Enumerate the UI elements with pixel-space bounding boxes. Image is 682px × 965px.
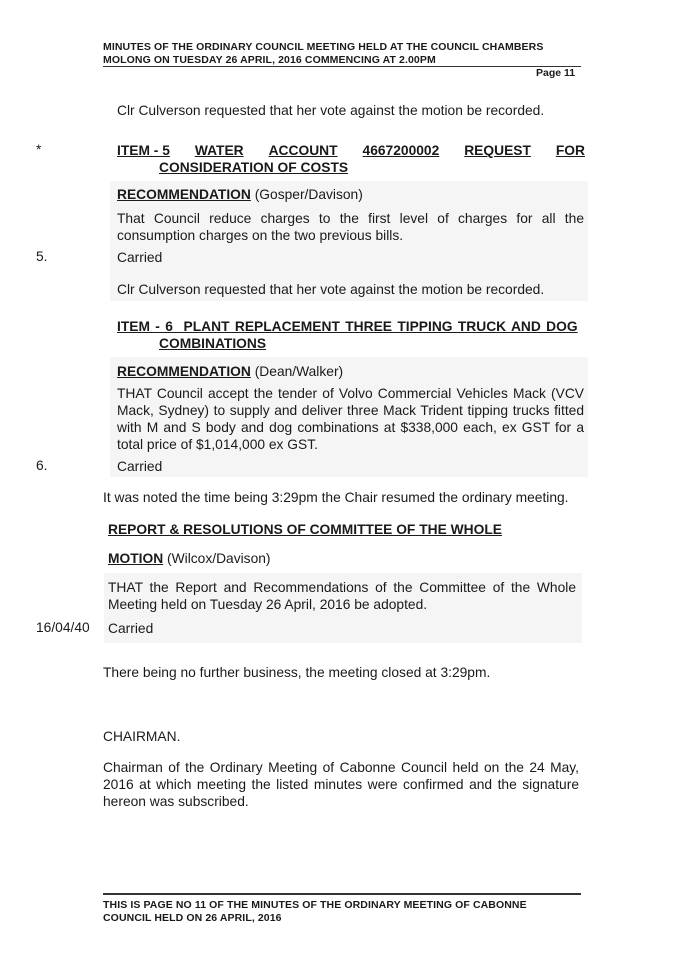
committee-motion-text: THAT the Report and Recommendations of the Committee of the Whole Meeting held on Tuesday 26 April, 2016 be adopted. (108, 580, 576, 612)
committee-heading: REPORT & RESOLUTIONS OF COMMITTEE OF THE WHOLE (108, 522, 502, 537)
footer-line-2: COUNCIL HELD ON 26 APRIL, 2016 (103, 912, 282, 924)
item5-rec-movers: (Gosper/Davison) (250, 187, 363, 202)
item5-title-word: REQUEST (464, 143, 531, 158)
item5-result: Carried (117, 250, 163, 265)
item6-result: Carried (117, 459, 163, 474)
header-line-2: MOLONG ON TUESDAY 26 APRIL, 2016 COMMENCING AT 2.00PM (103, 54, 436, 66)
item5-title-word: WATER (194, 143, 244, 158)
committee-motion-movers: (Wilcox/Davison) (163, 551, 271, 566)
item6-rec-movers: (Dean/Walker) (250, 364, 344, 379)
resume-note: It was noted the time being 3:29pm the Chair resumed the ordinary meeting. (103, 490, 569, 505)
item5-title-line-2: CONSIDERATION OF COSTS (159, 160, 349, 175)
item5-title-word: FOR (555, 143, 585, 158)
footer-line-1: THIS IS PAGE NO 11 OF THE MINUTES OF THE ORDINARY MEETING OF CABONNE (103, 899, 527, 911)
item6-recommendation (117, 363, 343, 380)
header-line-1: MINUTES OF THE ORDINARY COUNCIL MEETING HELD AT THE COUNCIL CHAMBERS (103, 41, 544, 53)
item6-title-line-1 (117, 318, 585, 335)
item5-marker: * (36, 142, 42, 157)
item6-number: 6. (36, 458, 48, 473)
item5-number: 5. (36, 249, 48, 264)
item5-rec-label: RECOMMENDATION (117, 187, 251, 202)
committee-number: 16/04/40 (36, 620, 90, 635)
committee-motion-label: MOTION (108, 551, 164, 566)
item5-rec-text: That Council reduce charges to the first level of charges for all the consumption charges on the two previous bills. (117, 211, 584, 243)
item5-recommendation (117, 186, 363, 203)
chairman-label: CHAIRMAN. (103, 729, 181, 744)
item6-title-line-2: COMBINATIONS (159, 336, 267, 351)
item5-title-word: ITEM - 5 (117, 143, 170, 158)
committee-motion (108, 550, 271, 567)
page-number: Page 11 (536, 67, 576, 79)
vote-note-top: Clr Culverson requested that her vote against the motion be recorded. (117, 103, 545, 118)
header-rule (103, 66, 581, 67)
item5-title-word: ACCOUNT (268, 143, 338, 158)
confirmation-text: Chairman of the Ordinary Meeting of Cabonne Council held on the 24 May, 2016 at which meeting the listed minutes were confirmed and the signature hereon was subscribed. (103, 760, 579, 809)
footer-rule (103, 893, 581, 895)
item6-rec-label: RECOMMENDATION (117, 364, 251, 379)
item5-vote-note: Clr Culverson requested that her vote against the motion be recorded. (117, 282, 545, 297)
item6-title-text: ITEM - 6 PLANT REPLACEMENT THREE TIPPING TRUCK AND DOG (117, 319, 578, 334)
closing-note: There being no further business, the meeting closed at 3:29pm. (103, 665, 491, 680)
committee-result: Carried (108, 621, 154, 636)
item5-title-line-1 (117, 142, 585, 159)
item5-title-word: 4667200002 (362, 143, 440, 158)
item6-rec-text: THAT Council accept the tender of Volvo Commercial Vehicles Mack (VCV Mack, Sydney) to supply and deliver three Mack Trident tipping trucks fitted with M and S body and dog combinations at $338,000 each, ex GST for a total price of $1,014,000 ex GST. (117, 386, 584, 452)
